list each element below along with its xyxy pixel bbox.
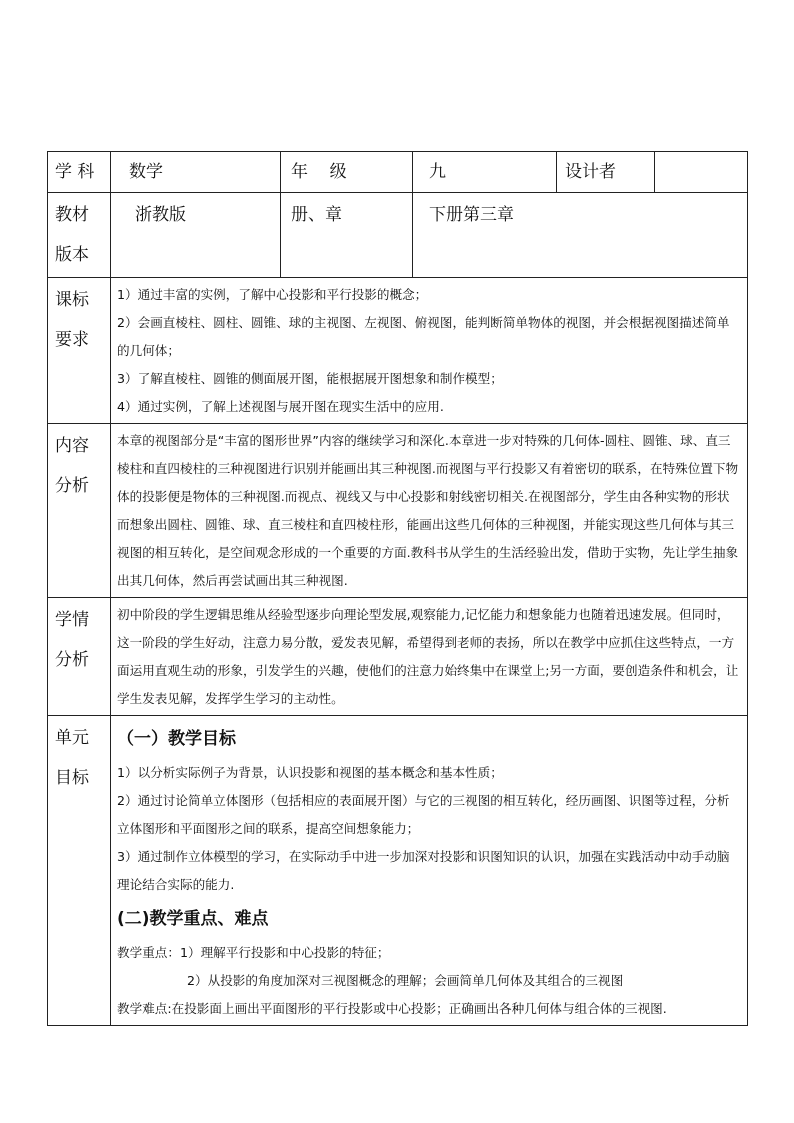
standards-label-line1: 课标 (55, 290, 89, 310)
standards-label-line2: 要求 (55, 330, 89, 350)
content-analysis-label-line1: 内容 (55, 436, 89, 456)
key-point-1: 教学重点：1）理解平行投影和中心投影的特征； (117, 945, 390, 960)
header-row (48, 152, 748, 193)
unit-goals-label-line1: 单元 (55, 728, 89, 748)
key-point-2: 2）从投影的角度加深对三视图概念的理解；会画简单几何体及其组合的三视图 (187, 973, 624, 988)
content-analysis-paragraph: 本章的视图部分是“丰富的图形世界”内容的继续学习和深化.本章进一步对特殊的几何体-圆柱、圆锥、球、直三棱柱和直四棱柱的三种视图进行识别并能画出其三种视图.而视图与平行投影又有着密切的联系，在特殊位置下物体的投影便是物体的三种视图.而视点、视线又与中心投影和射线密切相关.在视图部分，学生由各种实物的形状而想象出圆柱、圆锥、球、直三棱柱和直四棱柱形，能画出这些几何体的三种视图，并能实现这些几何体与其三视图的相互转化，是空间观念形成的一个重要的方面.教科书从学生的生活经验出发，借助于实物，先让学生抽象出其几何体，然后再尝试画出其三种视图. (117, 433, 739, 588)
goal-item: 1）以分析实际例子为背景，认识投影和视图的基本概念和基本性质； (117, 765, 503, 780)
edition-row (48, 193, 748, 278)
standard-item: 3）了解直棱柱、圆锥的侧面展开图，能根据展开图想象和制作模型； (117, 371, 503, 386)
difficulty-text: 教学难点:在投影面上画出平面图形的平行投影或中心投影；正确画出各种几何体与组合体的三视图. (117, 1001, 667, 1016)
unit-design-table (47, 151, 748, 1026)
standards-content (111, 278, 748, 424)
standards-row (48, 278, 748, 424)
unit-goals-label-line2: 目标 (55, 768, 89, 788)
edition-label-line2: 版本 (55, 245, 89, 265)
edition-label-line1: 教材 (55, 205, 89, 225)
student-analysis-label (48, 598, 111, 716)
content-analysis-label-line2: 分析 (55, 476, 89, 496)
volume-label: 册、章 (281, 193, 413, 278)
unit-goals-row (48, 716, 748, 1026)
key-points-heading: (二)教学重点、难点 (117, 909, 269, 929)
content-analysis-label (48, 424, 111, 598)
edition-label (48, 193, 111, 278)
grade-label: 年 级 (281, 152, 413, 193)
student-analysis-label-line2: 分析 (55, 650, 89, 670)
student-analysis-row (48, 598, 748, 716)
student-analysis-paragraph: 初中阶段的学生逻辑思维从经验型逐步向理论型发展,观察能力,记忆能力和想象能力也随着迅速发展。但同时，这一阶段的学生好动，注意力易分散，爱发表见解，希望得到老师的表扬，所以在教学中应抓住这些特点，一方面运用直观生动的形象，引发学生的兴趣，使他们的注意力始终集中在课堂上;另一方面，要创造条件和机会，让学生发表见解，发挥学生学习的主动性。 (117, 607, 739, 706)
designer-value (655, 152, 748, 193)
edition-value: 浙教版 (111, 193, 281, 278)
standard-item: 2）会画直棱柱、圆柱、圆锥、球的主视图、左视图、俯视图，能判断简单物体的视图，并会根据视图描述简单的几何体； (117, 315, 730, 358)
volume-value: 下册第三章 (413, 193, 748, 278)
standard-item: 1）通过丰富的实例，了解中心投影和平行投影的概念； (117, 287, 428, 302)
unit-goals-content (111, 716, 748, 1026)
student-analysis-text (111, 598, 748, 716)
standard-item: 4）通过实例，了解上述视图与展开图在现实生活中的应用. (117, 399, 444, 414)
student-analysis-label-line1: 学情 (55, 610, 89, 630)
content-analysis-row (48, 424, 748, 598)
content-analysis-text (111, 424, 748, 598)
goal-item: 2）通过讨论简单立体图形（包括相应的表面展开图）与它的三视图的相互转化，经历画图、识图等过程，分析立体图形和平面图形之间的联系，提高空间想象能力； (117, 793, 730, 836)
standards-label (48, 278, 111, 424)
designer-label: 设计者 (557, 152, 655, 193)
subject-value: 数学 (111, 152, 281, 193)
subject-label: 学 科 (48, 152, 111, 193)
goal-item: 3）通过制作立体模型的学习，在实际动手中进一步加深对投影和识图知识的认识，加强在实践活动中动手动脑理论结合实际的能力. (117, 849, 730, 892)
grade-value: 九 (413, 152, 557, 193)
unit-goals-label (48, 716, 111, 1026)
teaching-goals-heading: （一）教学目标 (117, 729, 236, 749)
